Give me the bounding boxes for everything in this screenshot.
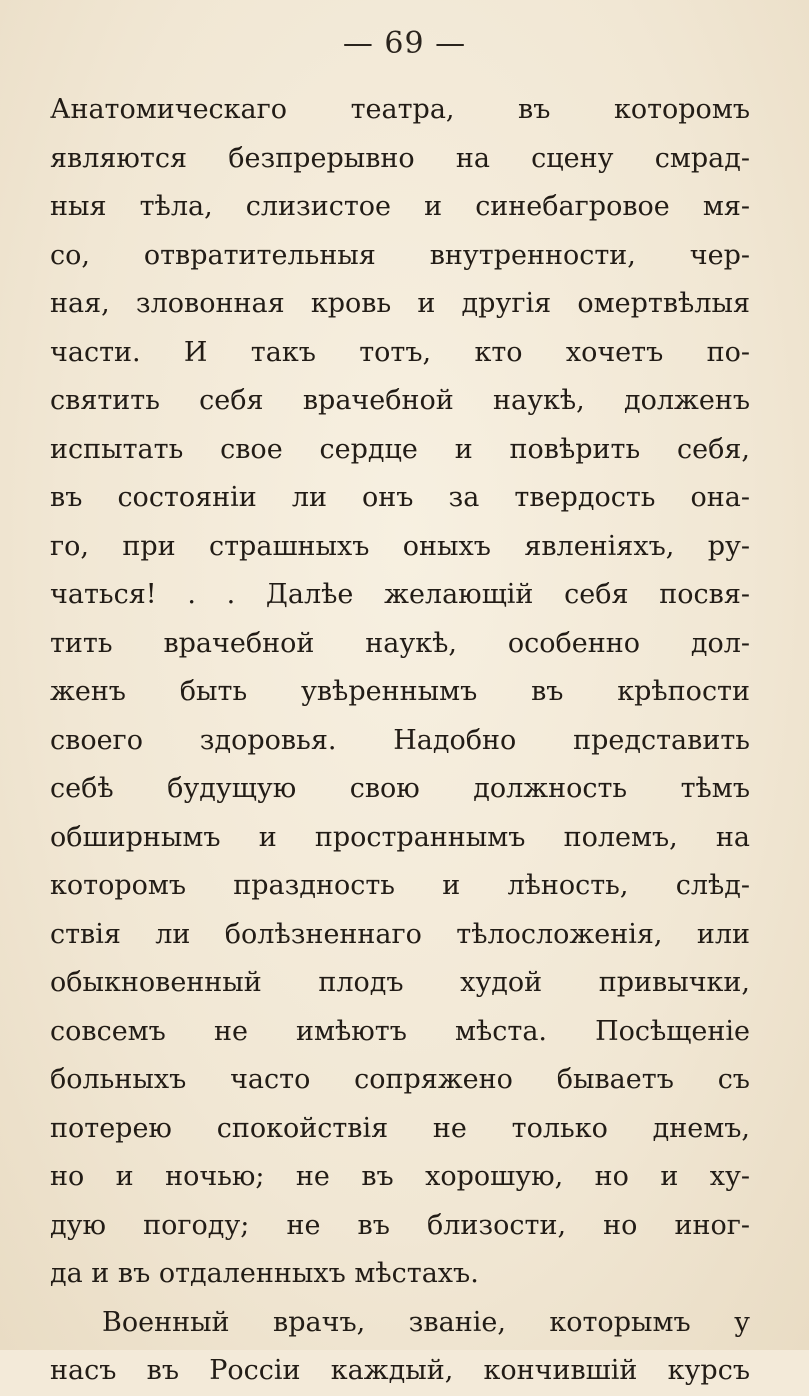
- text-line: въ состояніи ли онъ за твердость она-: [50, 482, 750, 513]
- text-line: дую погоду; не въ близости, но иног-: [50, 1209, 750, 1241]
- text-line: себѣ будущую свою должность тѣмъ: [50, 773, 750, 804]
- page-number: — 69 —: [342, 26, 467, 61]
- text-line: совсемъ не имѣютъ мѣста. Посѣщеніе: [50, 1015, 750, 1047]
- text-line: со, отвратительныя внутренности, чер-: [50, 239, 750, 271]
- text-line: испытать свое сердце и повѣрить себя,: [50, 433, 750, 465]
- text-line: которомъ праздность и лѣность, слѣд-: [50, 870, 750, 901]
- text-line: являются безпрерывно на сцену смрад-: [50, 142, 750, 174]
- text-line: Анатомическаго театра, въ которомъ: [50, 94, 750, 125]
- text-line: святить себя врачебной наукѣ, долженъ: [50, 385, 750, 416]
- text-line: ныя тѣла, слизистое и синебагровое мя-: [50, 191, 750, 222]
- text-line: обыкновенный плодъ худой привычки,: [50, 967, 750, 998]
- text-line: потерею спокойствія не только днемъ,: [50, 1112, 750, 1144]
- text-line: женъ быть увѣреннымъ въ крѣпости: [50, 676, 750, 707]
- paragraph-first-line: Военный врачъ, званіе, которымъ у: [102, 1306, 750, 1338]
- text-line: го, при страшныхъ оныхъ явленіяхъ, ру-: [50, 530, 750, 562]
- body-text: [50, 86, 750, 1396]
- text-line: обширнымъ и пространнымъ полемъ, на: [50, 821, 750, 853]
- text-line: чаться! . . Далѣе желающій себя посвя-: [50, 579, 750, 610]
- text-line: насъ въ Россіи каждый, кончившій курсъ: [50, 1355, 750, 1386]
- text-line: но и ночью; не въ хорошую, но и ху-: [50, 1161, 750, 1192]
- text-line: ная, зловонная кровь и другія омертвѣлыя: [50, 288, 750, 319]
- text-line: своего здоровья. Надобно представить: [50, 724, 750, 756]
- text-line: ствія ли болѣзненнаго тѣлосложенія, или: [50, 918, 750, 950]
- text-line: тить врачебной наукѣ, особенно дол-: [50, 627, 750, 659]
- text-line: больныхъ часто сопряжено бываетъ съ: [50, 1064, 750, 1095]
- text-line: да и въ отдаленныхъ мѣстахъ.: [50, 1258, 479, 1289]
- text-line: части. И такъ тотъ, кто хочетъ по-: [50, 336, 750, 368]
